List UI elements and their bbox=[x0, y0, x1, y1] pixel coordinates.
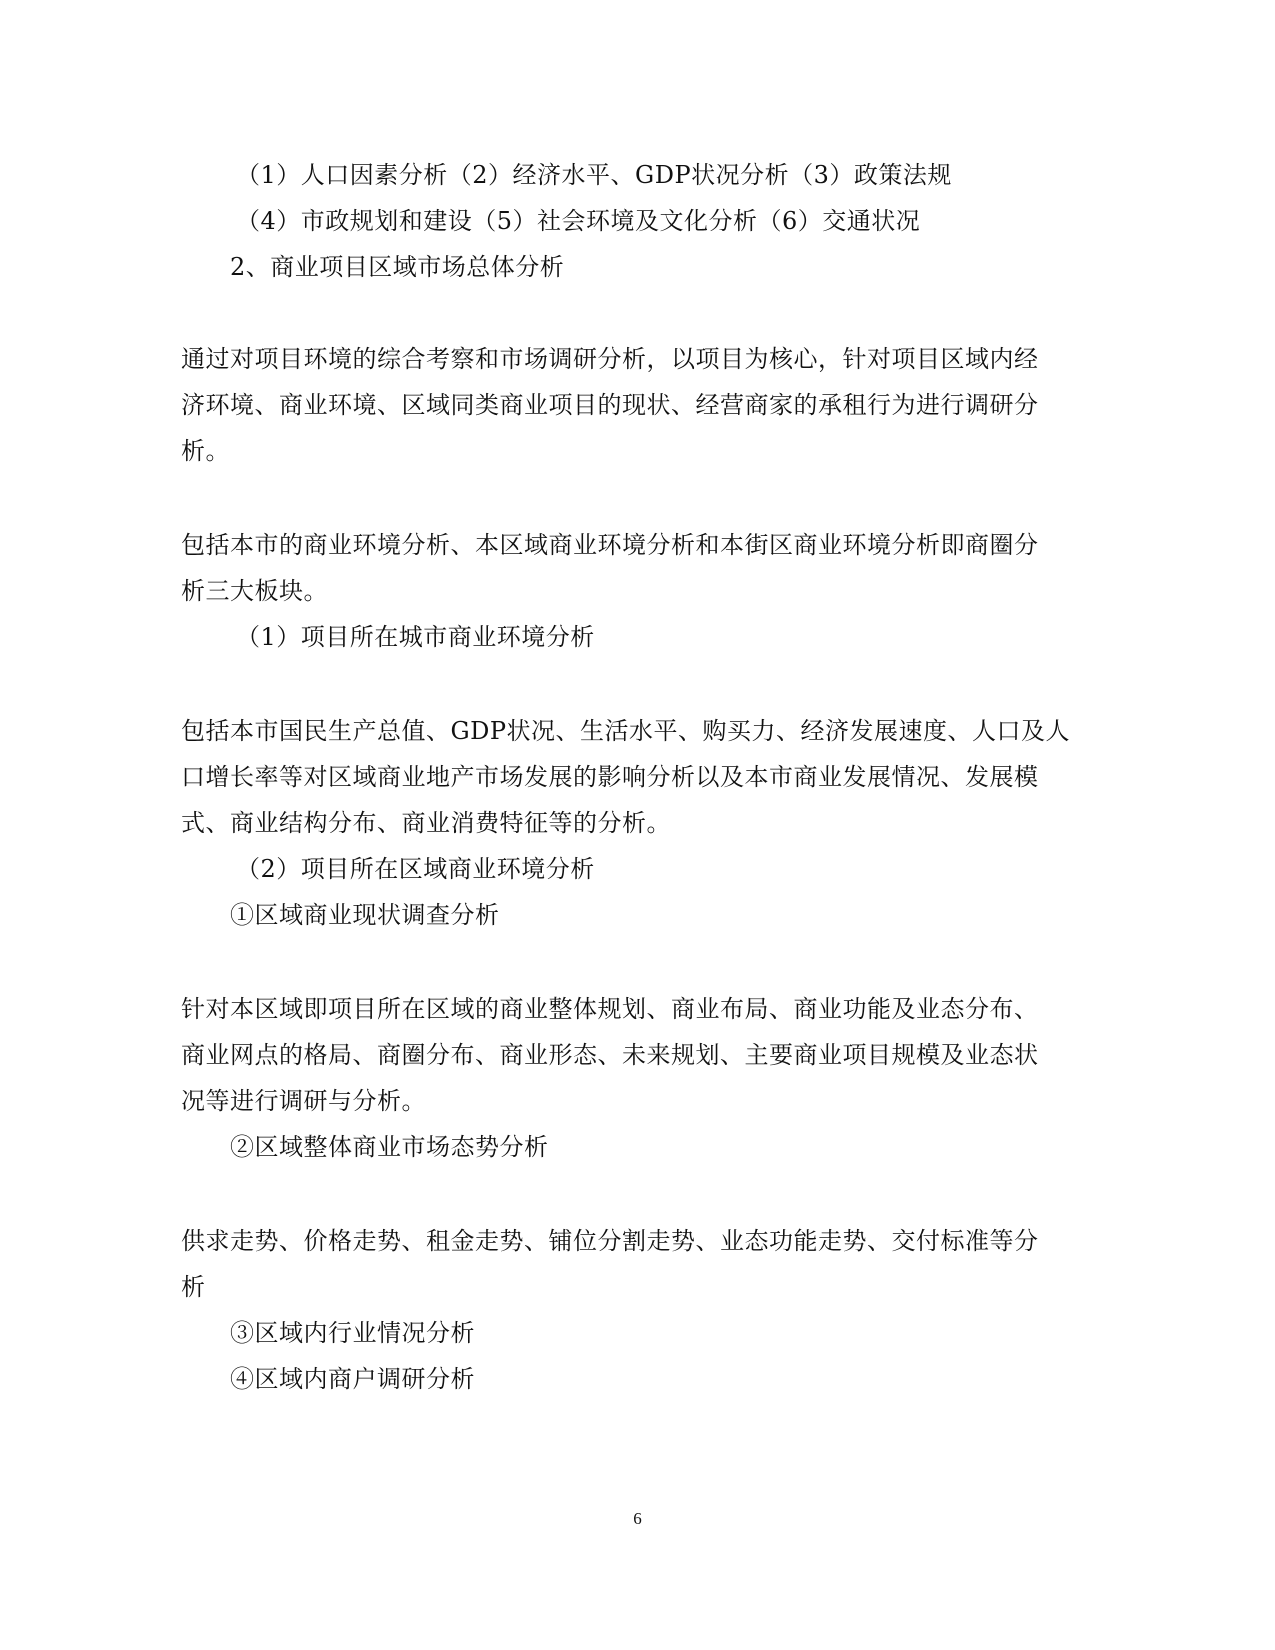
paragraph-line: 析。 bbox=[181, 437, 230, 465]
page-number: 6 bbox=[633, 1509, 642, 1528]
subsection-heading: （2）项目所在区域商业环境分析 bbox=[236, 855, 595, 883]
numbered-item: ①区域商业现状调查分析 bbox=[230, 901, 500, 929]
list-factors-line-2: （4）市政规划和建设（5）社会环境及文化分析（6）交通状况 bbox=[236, 207, 921, 235]
paragraph-line: 析三大板块。 bbox=[181, 577, 328, 605]
paragraph-line: 供求走势、价格走势、租金走势、铺位分割走势、业态功能走势、交付标准等分 bbox=[181, 1227, 1039, 1255]
list-factors-line-1: （1）人口因素分析（2）经济水平、GDP状况分析（3）政策法规 bbox=[236, 161, 952, 189]
paragraph-line: 析 bbox=[181, 1273, 206, 1301]
paragraph-line: 包括本市的商业环境分析、本区域商业环境分析和本街区商业环境分析即商圈分 bbox=[181, 531, 1039, 559]
subsection-heading: （1）项目所在城市商业环境分析 bbox=[236, 623, 595, 651]
paragraph-line: 包括本市国民生产总值、GDP状况、生活水平、购买力、经济发展速度、人口及人 bbox=[181, 717, 1071, 745]
paragraph-line: 通过对项目环境的综合考察和市场调研分析，以项目为核心，针对项目区域内经 bbox=[181, 345, 1039, 373]
numbered-item: ③区域内行业情况分析 bbox=[230, 1319, 475, 1347]
numbered-item: ④区域内商户调研分析 bbox=[230, 1365, 475, 1393]
paragraph-line: 口增长率等对区域商业地产市场发展的影响分析以及本市商业发展情况、发展模 bbox=[181, 763, 1039, 791]
paragraph-line: 济环境、商业环境、区域同类商业项目的现状、经营商家的承租行为进行调研分 bbox=[181, 391, 1039, 419]
paragraph-line: 商业网点的格局、商圈分布、商业形态、未来规划、主要商业项目规模及业态状 bbox=[181, 1041, 1039, 1069]
paragraph-line: 式、商业结构分布、商业消费特征等的分析。 bbox=[181, 809, 671, 837]
paragraph-line: 况等进行调研与分析。 bbox=[181, 1087, 426, 1115]
paragraph-line: 针对本区域即项目所在区域的商业整体规划、商业布局、商业功能及业态分布、 bbox=[181, 995, 1039, 1023]
section-heading: 2、商业项目区域市场总体分析 bbox=[230, 253, 565, 281]
numbered-item: ②区域整体商业市场态势分析 bbox=[230, 1133, 549, 1161]
